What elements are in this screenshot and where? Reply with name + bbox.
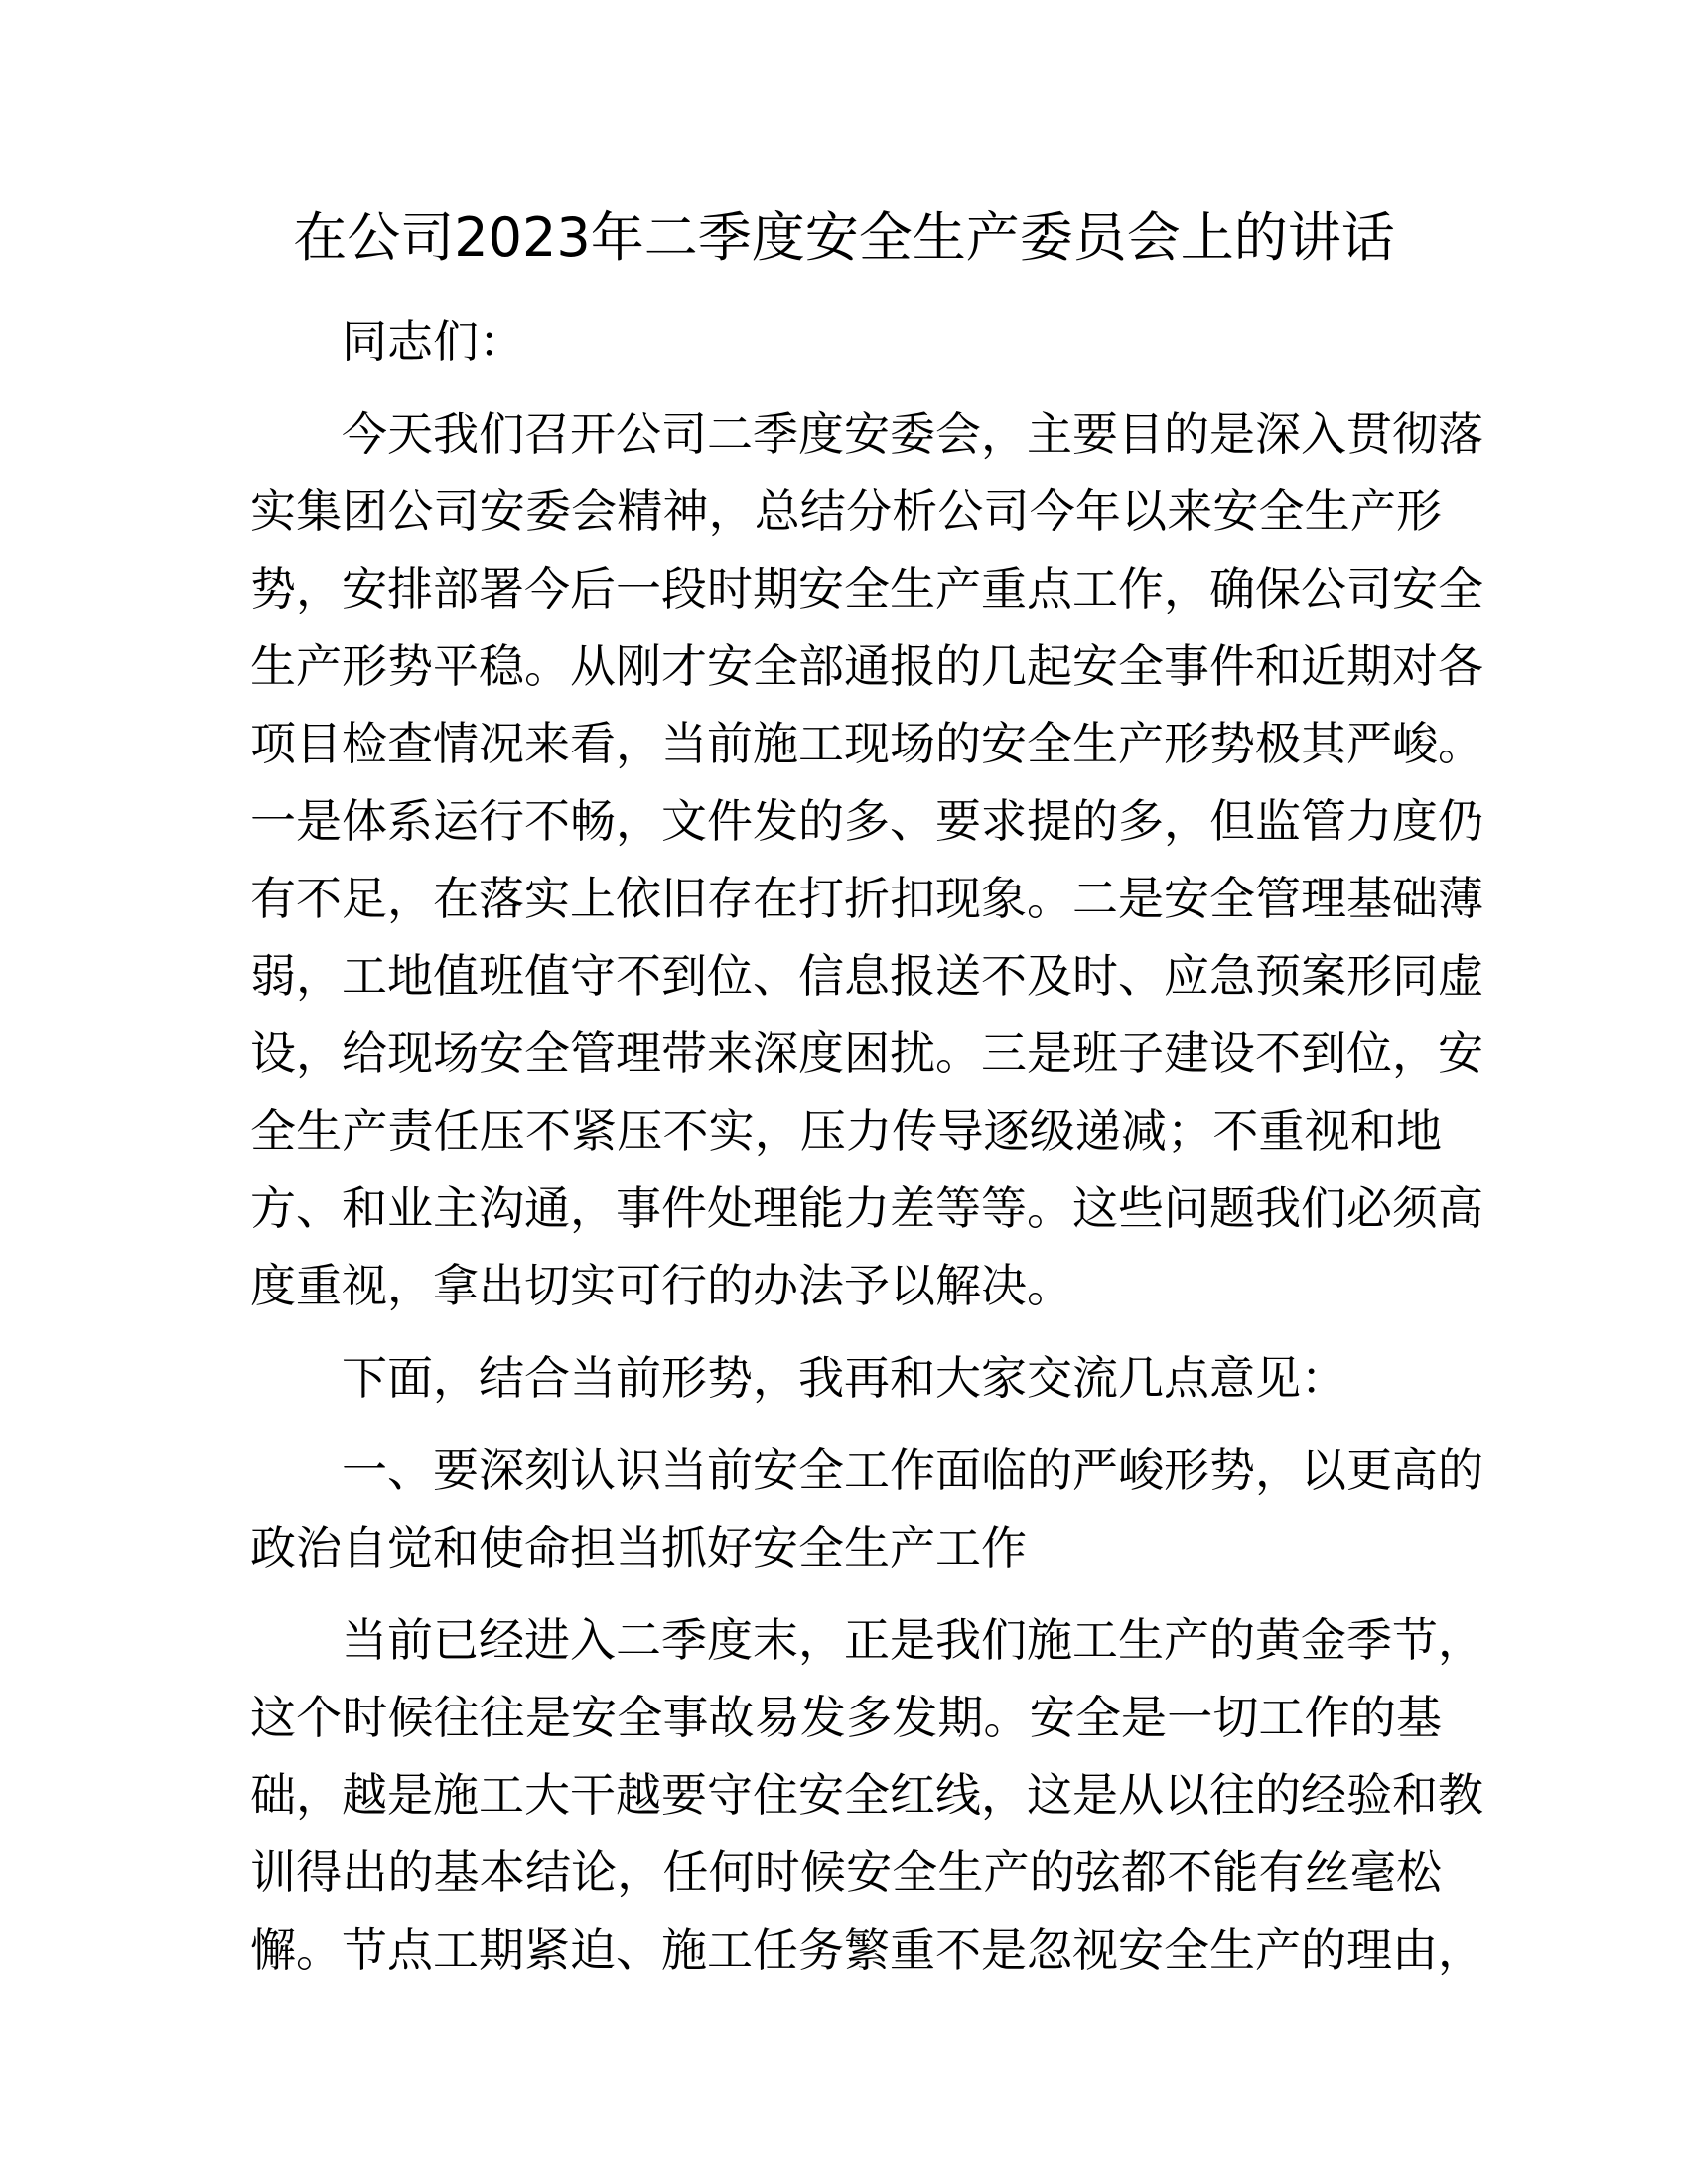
paragraph-section-1 [250, 1601, 1483, 1988]
text-line: 下面，结合当前形势，我再和大家交流几点意见： [342, 1351, 1346, 1405]
text-line: 设，给现场安全管理带来深度困扰。三是班子建设不到位，安 [250, 1026, 1483, 1080]
text-line: 弱，工地值班值守不到位、信息报送不及时、应急预案形同虚 [250, 949, 1483, 1003]
text-line: 当前已经进入二季度末，正是我们施工生产的黄金季节， [342, 1613, 1483, 1667]
heading-line: 一、要深刻认识当前安全工作面临的严峻形势，以更高的 [342, 1443, 1483, 1497]
text-line: 训得出的基本结论，任何时候安全生产的弦都不能有丝毫松 [250, 1845, 1442, 1899]
text-line: 这个时候往往是安全事故易发多发期。安全是一切工作的基 [250, 1691, 1442, 1744]
text-line: 实集团公司安委会精神，总结分析公司今年以来安全生产形 [250, 484, 1442, 538]
salutation-paragraph [250, 303, 1442, 380]
text-line: 懈。节点工期紧迫、施工任务繁重不是忽视安全生产的理由， [250, 1923, 1483, 1977]
text-line: 度重视，拿出切实可行的办法予以解决。 [250, 1259, 1072, 1312]
text-line: 势，安排部署今后一段时期安全生产重点工作，确保公司安全 [250, 562, 1483, 615]
text-line: 今天我们召开公司二季度安委会，主要目的是深入贯彻落 [342, 407, 1483, 461]
text-line: 方、和业主沟通，事件处理能力差等等。这些问题我们必须高 [250, 1181, 1483, 1235]
text-line: 项目检查情况来看，当前施工现场的安全生产形势极其严峻。 [250, 717, 1483, 770]
text-line: 全生产责任压不紧压不实，压力传导逐级递减；不重视和地 [250, 1104, 1442, 1158]
text-line: 础，越是施工大干越要守住安全红线，这是从以往的经验和教 [250, 1768, 1483, 1822]
text-line: 有不足，在落实上依旧存在打折扣现象。二是安全管理基础薄 [250, 872, 1483, 925]
text-line: 生产形势平稳。从刚才安全部通报的几起安全事件和近期对各 [250, 639, 1483, 693]
heading-line: 政治自觉和使命担当抓好安全生产工作 [250, 1521, 1027, 1574]
paragraph-transition [250, 1339, 1442, 1417]
document-title: 在公司2023年二季度安全生产委员会上的讲话 [293, 206, 1395, 269]
document-body [250, 303, 1483, 2003]
text-line: 一是体系运行不畅，文件发的多、要求提的多，但监管力度仍 [250, 794, 1483, 848]
paragraph-intro [250, 395, 1483, 1324]
salutation: 同志们： [342, 315, 524, 368]
section-heading-1 [250, 1432, 1483, 1586]
